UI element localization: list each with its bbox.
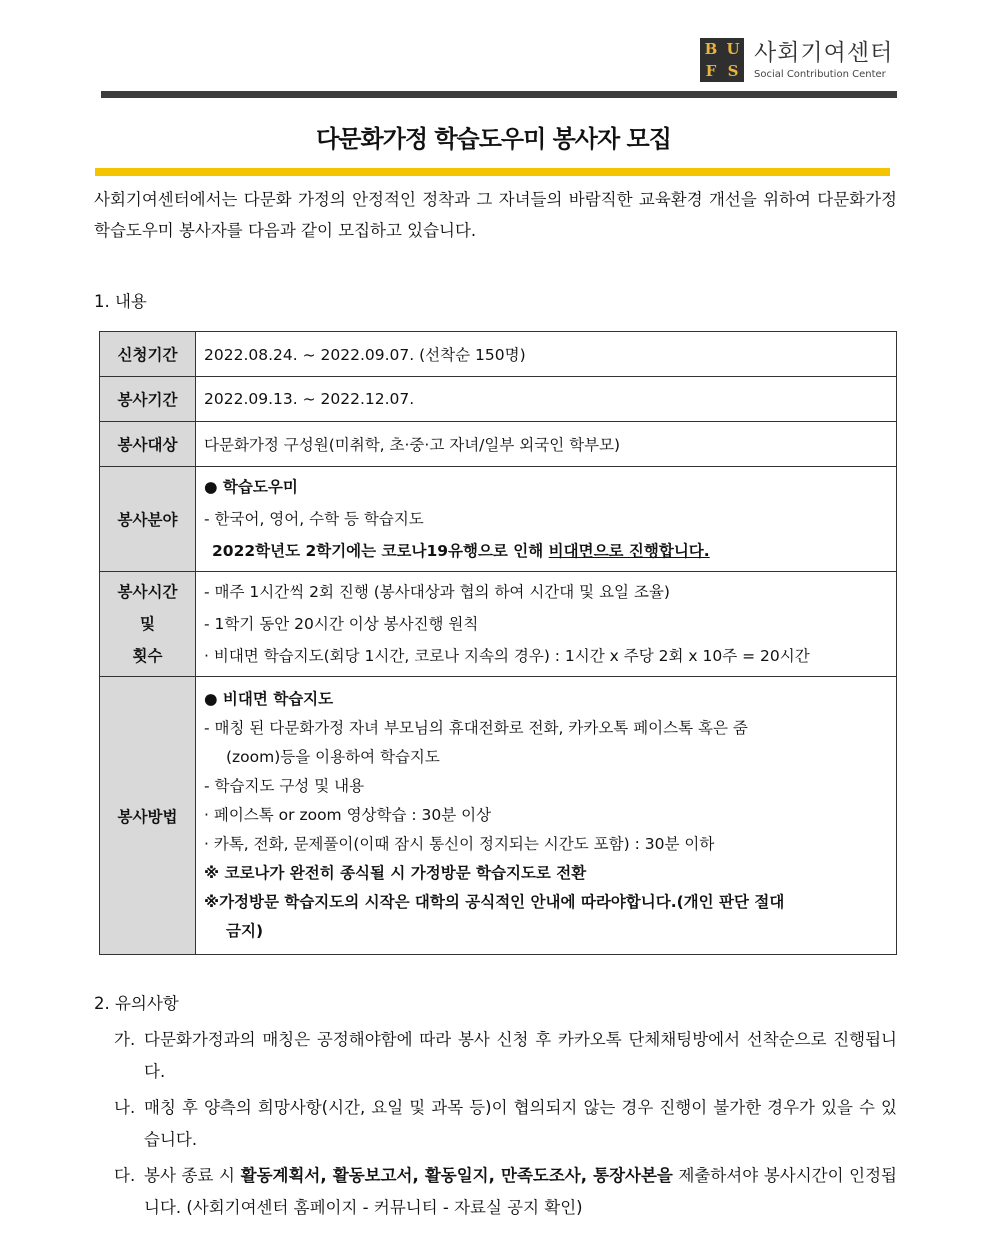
note-text <box>144 1160 897 1224</box>
note-marker: 나. <box>114 1098 136 1117</box>
bufs-logo <box>700 38 893 82</box>
logo-name-en: Social Contribution Center <box>754 69 886 80</box>
field-notice-text: 2022학년도 2학기에는 코로나19유행으로 인해 <box>212 542 549 560</box>
notes-list <box>114 1024 897 1228</box>
note-marker: 가. <box>114 1030 136 1049</box>
label-service-time <box>100 572 196 677</box>
table-row <box>100 467 897 572</box>
value-application-period: 2022.08.24. ~ 2022.09.07. (선착순 150명) <box>196 332 897 377</box>
table-row <box>100 332 897 377</box>
time-line: - 1학기 동안 20시간 이상 봉사진행 원칙 <box>204 615 479 633</box>
table-row <box>100 677 897 955</box>
method-line: · 페이스톡 or zoom 영상학습 : 30분 이상 <box>204 806 492 824</box>
field-notice <box>204 535 888 567</box>
list-item <box>114 1160 897 1224</box>
section-heading-notes: 2. 유의사항 <box>94 994 179 1013</box>
label-service-field: 봉사분야 <box>100 467 196 572</box>
logo-text <box>754 40 893 80</box>
list-item <box>114 1092 897 1156</box>
list-item <box>114 1024 897 1088</box>
field-line: ● 학습도우미 <box>204 478 298 496</box>
label-line: 및 <box>140 615 155 633</box>
label-line: 봉사시간 <box>117 583 178 601</box>
method-line: - 매칭 된 다문화가정 자녀 부모님의 휴대전화로 전화, 카카오톡 페이스톡 혹은 줌 <box>204 719 748 737</box>
method-line: - 학습지도 구성 및 내용 <box>204 777 365 795</box>
table-row <box>100 572 897 677</box>
method-line: 금지) <box>226 922 264 940</box>
note-marker: 다. <box>114 1166 136 1185</box>
info-table <box>99 331 897 955</box>
section-heading-content: 1. 내용 <box>94 292 147 311</box>
label-service-period: 봉사기간 <box>100 377 196 422</box>
field-notice-underlined: 비대면으로 진행합니다. <box>548 542 710 560</box>
table-row <box>100 422 897 467</box>
method-line: · 카톡, 전화, 문제풀이(이때 잠시 통신이 정지되는 시간도 포함) : 30분 이하 <box>204 835 715 853</box>
note-text: 매칭 후 양측의 희망사항(시간, 요일 및 과목 등)이 협의되지 않는 경우 진행이 불가한 경우가 있을 수 있습니다. <box>144 1098 897 1149</box>
note-text-suffix: 제출하셔야 봉사시간이 인정됩니다. (사회기여센터 홈페이지 - 커뮤니티 - 자료실 공지 확인) <box>144 1166 897 1217</box>
bufs-emblem <box>700 38 744 82</box>
label-service-target: 봉사대상 <box>100 422 196 467</box>
label-line: 횟수 <box>132 647 163 665</box>
note-text: 다문화가정과의 매칭은 공정해야함에 따라 봉사 신청 후 카카오톡 단체채팅방에서 선착순으로 진행됩니다. <box>144 1030 897 1081</box>
note-text-bold: 활동계획서, 활동보고서, 활동일지, 만족도조사, 통장사본을 <box>240 1166 673 1185</box>
logo-letter: F <box>705 62 717 80</box>
time-line: - 매주 1시간씩 2회 진행 (봉사대상과 협의 하여 시간대 및 요일 조율) <box>204 583 670 601</box>
method-line: ※가정방문 학습지도의 시작은 대학의 공식적인 안내에 따라야합니다.(개인 판단 절대 <box>204 893 785 911</box>
method-line: ※ 코로나가 완전히 종식될 시 가정방문 학습지도로 전환 <box>204 864 587 882</box>
page-title: 다문화가정 학습도우미 봉사자 모집 <box>316 125 671 153</box>
note-text-prefix: 봉사 종료 시 <box>144 1166 241 1185</box>
value-service-period: 2022.09.13. ~ 2022.12.07. <box>196 377 897 422</box>
header-divider <box>101 91 897 98</box>
table-row <box>100 377 897 422</box>
value-service-field <box>196 467 897 572</box>
title-underline <box>95 168 890 176</box>
logo-name-kr: 사회기여센터 <box>754 40 894 66</box>
method-line: ● 비대면 학습지도 <box>204 690 334 708</box>
field-line: - 한국어, 영어, 수학 등 학습지도 <box>204 510 424 528</box>
time-line: · 비대면 학습지도(회당 1시간, 코로나 지속의 경우) : 1시간 x 주당 2회 x 10주 = 20시간 <box>204 647 810 665</box>
logo-letter: B <box>704 40 718 58</box>
intro-paragraph: 사회기여센터에서는 다문화 가정의 안정적인 정착과 그 자녀들의 바람직한 교육환경 개선을 위하여 다문화가정 학습도우미 봉사자를 다음과 같이 모집하고 있습니다. <box>94 190 897 240</box>
logo-letter: U <box>726 40 740 58</box>
label-service-method: 봉사방법 <box>100 677 196 955</box>
label-application-period: 신청기간 <box>100 332 196 377</box>
value-service-time <box>196 572 897 677</box>
method-line: (zoom)등을 이용하여 학습지도 <box>226 748 440 766</box>
value-service-target: 다문화가정 구성원(미취학, 초·중·고 자녀/일부 외국인 학부모) <box>196 422 897 467</box>
value-service-method <box>196 677 897 955</box>
logo-letter: S <box>727 62 739 80</box>
